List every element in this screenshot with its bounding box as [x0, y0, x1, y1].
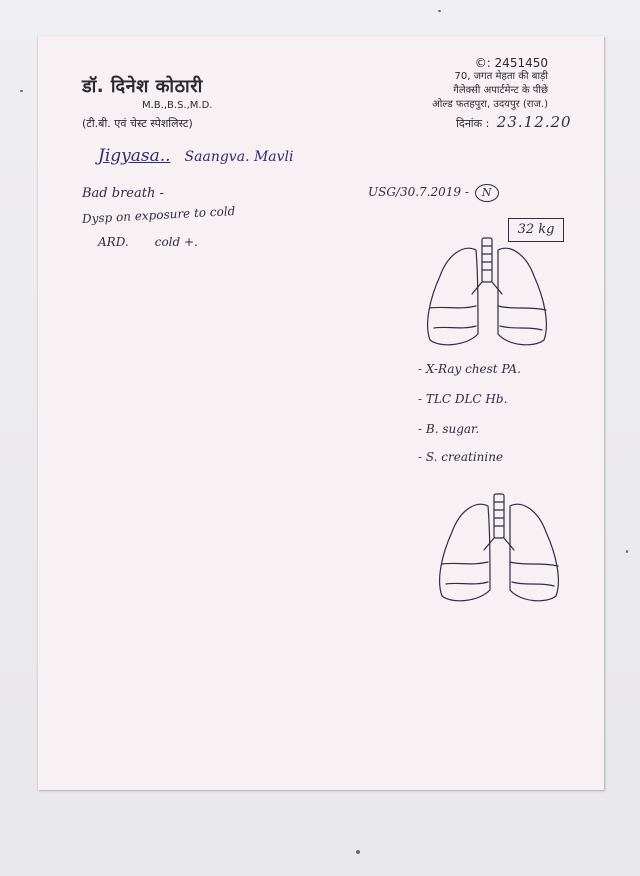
scan-speck [356, 850, 360, 854]
investigation-tlc-dlc-hb: - TLC DLC Hb. [418, 392, 508, 406]
patient-name [98, 146, 294, 166]
scan-speck [438, 10, 441, 12]
complaint-ard: ARD. [98, 235, 129, 249]
investigation-blood-sugar: - B. sugar. [418, 422, 480, 436]
weight-box: 32 kg [508, 218, 564, 242]
scan-speck [20, 90, 23, 92]
prescription-sheet [38, 36, 604, 790]
doctor-name: डॉ. दिनेश कोठारी [82, 76, 203, 97]
complaint-line-3 [98, 235, 198, 249]
date-value: 23.12.20 [496, 113, 572, 131]
usg-result-circle: N [475, 184, 499, 202]
address-line-2: गैलेक्सी अपार्टमेन्ट के पीछे [453, 85, 548, 96]
usg-note [368, 184, 499, 202]
complaint-cold: cold +. [154, 235, 198, 249]
investigation-xray: - X-Ray chest PA. [418, 362, 521, 376]
complaint-line-2: Dysp on exposure to cold [81, 203, 236, 226]
complaint-line-1: Bad breath - [82, 186, 164, 201]
scan-speck [626, 550, 628, 553]
address-line-1: 70, जगत मेहता की बाड़ी [454, 71, 548, 82]
lungs-sketch-icon [418, 234, 558, 354]
date-row [456, 113, 572, 131]
address-line-3: ओल्ड फतहपुरा, उदयपुर (राज.) [432, 99, 548, 110]
date-label: दिनांक : [456, 117, 490, 130]
clinic-address [432, 56, 548, 112]
lungs-sketch-2-icon [430, 490, 570, 610]
usg-date: USG/30.7.2019 - [368, 185, 469, 199]
doctor-degrees: M.B.,B.S.,M.D. [142, 100, 213, 111]
investigation-creatinine: - S. creatinine [418, 450, 504, 464]
patient-last-name: Saangva. Mavli [184, 149, 294, 165]
doctor-specialty: (टी.बी. एवं चेस्ट स्पेशलिस्ट) [82, 117, 193, 130]
phone-number: ©: 2451450 [474, 56, 548, 70]
patient-first-name: Jigyasa.. [98, 146, 171, 166]
